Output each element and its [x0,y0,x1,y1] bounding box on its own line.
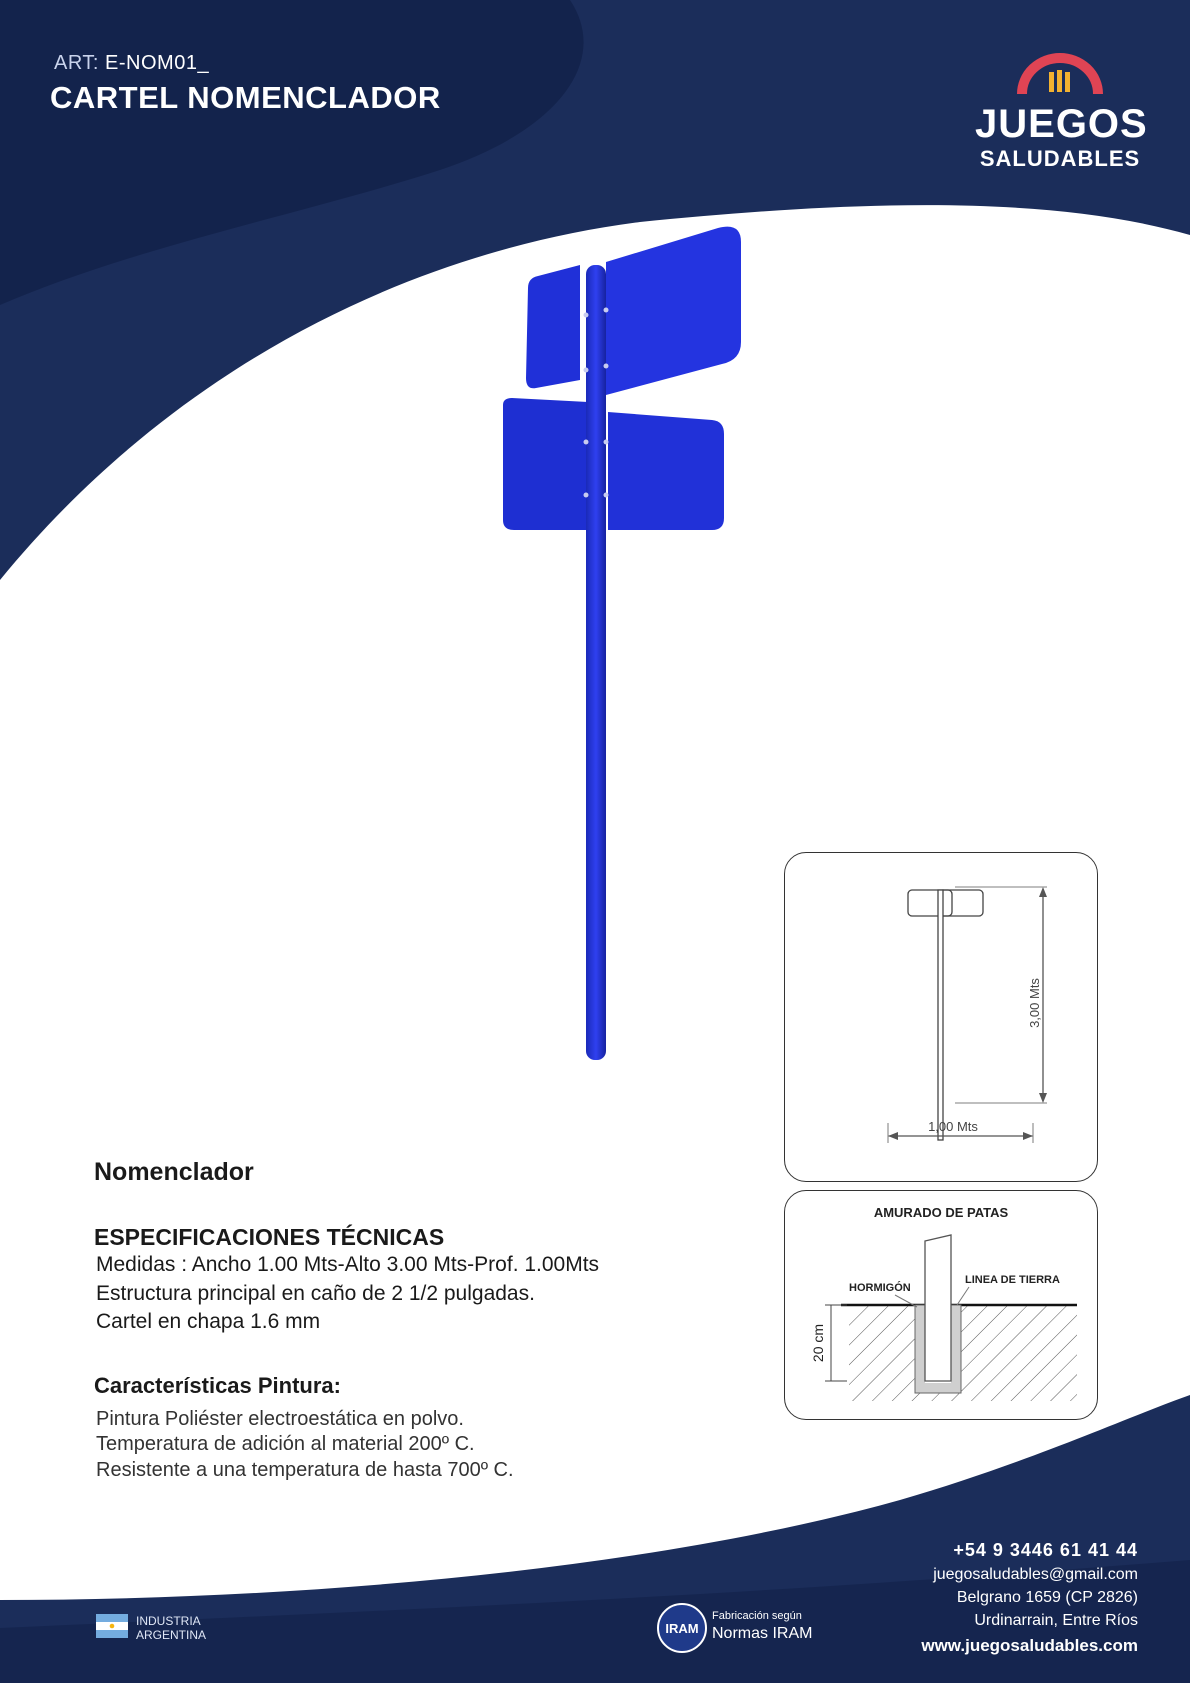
height-dimension-label: 3,00 Mts [1027,978,1042,1028]
iram-badge-text: IRAM [665,1621,699,1636]
iram-line2: Normas IRAM [712,1625,813,1642]
sign-panel-lower-left [503,398,588,530]
iram-line1: Fabricación según [712,1610,802,1622]
paint-title: Características Pintura: [94,1373,341,1398]
spec-line: Medidas : Ancho 1.00 Mts-Alto 3.00 Mts-Prof. 1.00Mts [96,1253,600,1276]
article-label: ART: [54,52,99,74]
article-code [54,52,209,75]
contact-phone: +54 9 3446 61 41 44 [953,1540,1138,1560]
spec-line: Estructura principal en caño de 2 1/2 pulgadas. [96,1282,535,1305]
argentina-flag-icon [96,1614,128,1638]
paint-line: Pintura Poliéster electroestática en polvo. [96,1408,464,1430]
page-title: CARTEL NOMENCLADOR [50,80,441,115]
industria-argentina [136,1614,206,1642]
contact-address-line1: Belgrano 1659 (CP 2826) [956,1589,1138,1606]
concrete-label: HORMIGÓN [849,1282,911,1294]
dimension-diagram [785,853,1097,1181]
paint-line: Temperatura de adición al material 200º C. [96,1433,475,1455]
spec-line: Cartel en chapa 1.6 mm [96,1310,321,1333]
spec-title: ESPECIFICACIONES TÉCNICAS [94,1224,445,1250]
footing-diagram-panel [784,1190,1098,1420]
contact-website: www.juegosaludables.com [921,1636,1138,1655]
contact-email: juegosaludables@gmail.com [933,1566,1138,1583]
paint-line: Resistente a una temperatura de hasta 700º C. [96,1459,514,1481]
width-dimension-label: 1,00 Mts [928,1119,978,1134]
contact-address-line2: Urdinarrain, Entre Ríos [974,1612,1138,1629]
logo-juegos: JUEGOS [975,102,1148,146]
industria-line1: INDUSTRIA [136,1614,201,1628]
dimension-diagram-panel [784,852,1098,1182]
sign-panel-upper-right [606,227,741,395]
ground-line-label: LINEA DE TIERRA [965,1274,1060,1286]
sign-panel-upper-left [526,265,580,388]
rainbow-arc-icon [975,52,1145,102]
footing-title: AMURADO DE PATAS [873,1205,1009,1220]
article-number: E-NOM01_ [105,52,210,74]
section-name: Nomenclador [94,1158,254,1186]
logo-saludables: SALUDABLES [979,146,1141,171]
depth-label: 20 cm [810,1323,826,1363]
footing-diagram [785,1191,1097,1419]
sign-panel-lower-right [608,412,724,530]
sign-pole [586,265,606,1060]
industria-line2: ARGENTINA [136,1628,207,1642]
iram-badge-icon [656,1602,708,1654]
brand-logo [975,52,1148,172]
street-sign-product-image [470,220,770,1070]
